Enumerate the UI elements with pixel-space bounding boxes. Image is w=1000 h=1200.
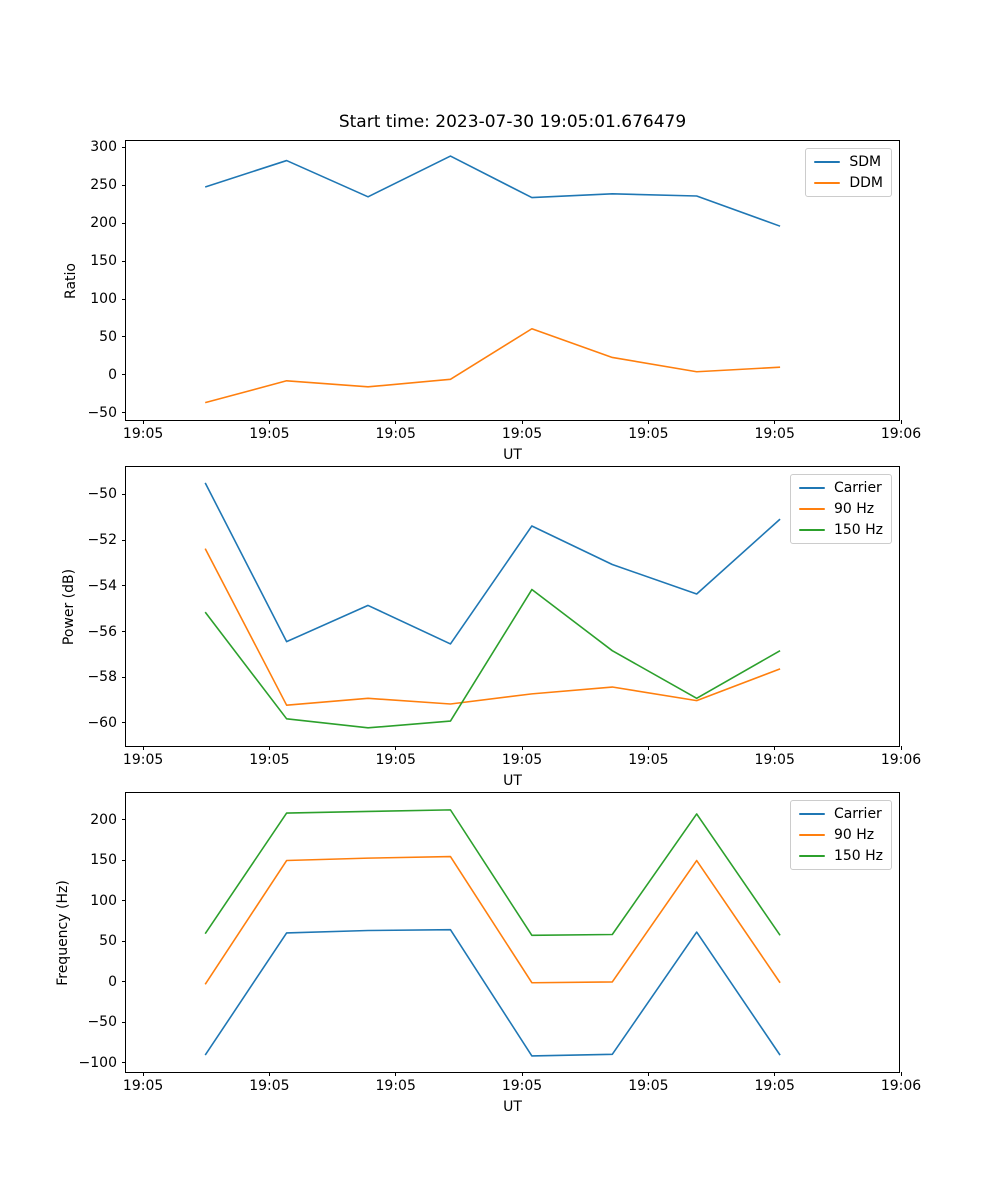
series-line-carrier bbox=[205, 483, 780, 644]
y-tick-mark bbox=[122, 677, 126, 678]
x-tick-label: 19:05 bbox=[375, 426, 416, 442]
y-tick-mark bbox=[122, 1062, 126, 1063]
y-tick-mark bbox=[122, 941, 126, 942]
frequency-plot-area bbox=[126, 793, 899, 1072]
y-tick-label: 150 bbox=[90, 852, 117, 869]
x-tick-label: 19:05 bbox=[375, 752, 416, 768]
legend bbox=[790, 474, 892, 544]
legend-entry bbox=[814, 154, 883, 170]
x-tick-mark bbox=[774, 1072, 775, 1076]
x-tick-mark bbox=[901, 420, 902, 424]
y-tick-mark bbox=[122, 494, 126, 495]
x-tick-mark bbox=[774, 420, 775, 424]
x-tick-mark bbox=[648, 1072, 649, 1076]
x-tick-mark bbox=[395, 746, 396, 750]
legend-label: Carrier bbox=[833, 806, 882, 822]
x-tick-label: 19:05 bbox=[122, 752, 164, 768]
x-tick-label: 19:05 bbox=[249, 1078, 290, 1094]
x-tick-mark bbox=[395, 420, 396, 424]
y-tick-label: 200 bbox=[90, 811, 117, 828]
y-tick-mark bbox=[122, 722, 126, 723]
chart-power bbox=[61, 466, 922, 789]
y-tick-label: 0 bbox=[108, 366, 117, 383]
y-tick-mark bbox=[122, 1022, 126, 1023]
y-tick-mark bbox=[122, 412, 126, 413]
legend-entry bbox=[799, 501, 883, 517]
y-tick-label: 0 bbox=[108, 973, 117, 990]
y-tick-label: 100 bbox=[90, 291, 117, 307]
y-tick-mark bbox=[122, 185, 126, 186]
y-tick-label: 50 bbox=[99, 328, 117, 345]
y-tick-mark bbox=[122, 981, 126, 982]
y-tick-label: −50 bbox=[87, 1014, 117, 1031]
legend-line-swatch bbox=[814, 161, 840, 163]
x-tick-mark bbox=[143, 746, 144, 750]
legend-line-swatch bbox=[799, 487, 825, 489]
x-tick-mark bbox=[269, 1072, 270, 1076]
y-tick-label: −50 bbox=[87, 404, 117, 421]
legend-label: 150 Hz bbox=[833, 848, 883, 864]
x-tick-label: 19:05 bbox=[628, 752, 669, 768]
y-tick-label: −50 bbox=[87, 486, 117, 503]
x-tick-mark bbox=[269, 420, 270, 424]
x-tick-mark bbox=[901, 746, 902, 750]
x-tick-label: 19:05 bbox=[122, 426, 164, 442]
legend-line-swatch bbox=[799, 508, 825, 510]
y-tick-label: −58 bbox=[87, 669, 117, 686]
legend-entry bbox=[799, 480, 883, 496]
x-tick-mark bbox=[648, 420, 649, 424]
chart-frequency bbox=[55, 792, 922, 1115]
y-tick-mark bbox=[122, 819, 126, 820]
legend bbox=[805, 148, 892, 197]
x-tick-label: 19:05 bbox=[754, 752, 795, 768]
legend-line-swatch bbox=[799, 834, 825, 836]
x-tick-mark bbox=[648, 746, 649, 750]
y-tick-label: −52 bbox=[87, 532, 117, 549]
x-tick-mark bbox=[522, 746, 523, 750]
y-tick-mark bbox=[122, 374, 126, 375]
legend-entry bbox=[799, 848, 883, 864]
y-tick-label: −54 bbox=[87, 577, 117, 594]
legend-label: DDM bbox=[849, 175, 883, 191]
x-tick-label: 19:05 bbox=[249, 752, 290, 768]
x-tick-label: 19:05 bbox=[375, 1078, 416, 1094]
x-tick-mark bbox=[143, 1072, 144, 1076]
y-tick-label: 100 bbox=[90, 892, 117, 909]
x-tick-mark bbox=[269, 746, 270, 750]
y-tick-label: −100 bbox=[78, 1054, 117, 1071]
x-tick-label: 19:05 bbox=[249, 426, 290, 442]
legend-line-swatch bbox=[799, 813, 825, 815]
x-tick-label: 19:05 bbox=[122, 1078, 164, 1094]
x-tick-label: 19:05 bbox=[501, 1078, 543, 1094]
x-tick-mark bbox=[395, 1072, 396, 1076]
x-tick-mark bbox=[522, 420, 523, 424]
x-tick-label: 19:05 bbox=[754, 426, 795, 442]
power-plot-area bbox=[126, 467, 899, 746]
y-tick-label: 300 bbox=[90, 139, 117, 156]
x-tick-label: 19:06 bbox=[880, 752, 922, 768]
legend-entry bbox=[799, 827, 883, 843]
series-line-150-hz bbox=[205, 590, 780, 728]
x-tick-mark bbox=[774, 746, 775, 750]
x-tick-mark bbox=[901, 1072, 902, 1076]
power-y-axis-label: Power (dB) bbox=[61, 568, 77, 645]
x-tick-mark bbox=[522, 1072, 523, 1076]
series-line-sdm bbox=[205, 156, 780, 226]
x-tick-label: 19:05 bbox=[628, 1078, 669, 1094]
y-tick-mark bbox=[122, 147, 126, 148]
y-tick-mark bbox=[122, 860, 126, 861]
y-tick-mark bbox=[122, 631, 126, 632]
series-line-ddm bbox=[205, 329, 780, 403]
y-tick-mark bbox=[122, 540, 126, 541]
y-tick-label: 150 bbox=[90, 253, 117, 269]
series-line-carrier bbox=[205, 930, 780, 1056]
y-tick-label: −60 bbox=[87, 714, 117, 731]
y-tick-mark bbox=[122, 261, 126, 262]
y-tick-mark bbox=[122, 223, 126, 224]
legend-entry bbox=[814, 175, 883, 191]
legend-label: 90 Hz bbox=[833, 501, 875, 517]
power-x-axis-label: UT bbox=[503, 773, 522, 789]
legend-line-swatch bbox=[799, 855, 825, 857]
x-tick-label: 19:05 bbox=[501, 752, 543, 768]
ratio-x-axis-label: UT bbox=[503, 447, 522, 463]
legend-label: SDM bbox=[849, 154, 882, 170]
x-tick-label: 19:05 bbox=[501, 426, 543, 442]
x-tick-mark bbox=[143, 420, 144, 424]
legend-entry bbox=[799, 522, 883, 538]
y-tick-label: −56 bbox=[87, 623, 117, 640]
y-tick-label: 200 bbox=[90, 215, 117, 231]
y-tick-mark bbox=[122, 336, 126, 337]
ratio-y-axis-label: Ratio bbox=[63, 262, 79, 299]
x-tick-label: 19:06 bbox=[880, 1078, 922, 1094]
y-tick-mark bbox=[122, 585, 126, 586]
legend-label: Carrier bbox=[833, 480, 882, 496]
series-line-90-hz bbox=[205, 549, 780, 706]
legend-line-swatch bbox=[799, 529, 825, 531]
y-tick-label: 250 bbox=[90, 177, 117, 193]
legend-line-swatch bbox=[814, 182, 840, 184]
y-tick-mark bbox=[122, 900, 126, 901]
y-tick-mark bbox=[122, 299, 126, 300]
frequency-x-axis-label: UT bbox=[503, 1099, 522, 1115]
legend-label: 150 Hz bbox=[833, 522, 883, 538]
frequency-y-axis-label: Frequency (Hz) bbox=[55, 879, 71, 986]
legend-entry bbox=[799, 806, 883, 822]
x-tick-label: 19:06 bbox=[880, 426, 922, 442]
x-tick-label: 19:05 bbox=[754, 1078, 795, 1094]
figure-title: Start time: 2023-07-30 19:05:01.676479 bbox=[338, 112, 687, 132]
chart-ratio bbox=[63, 139, 922, 463]
x-tick-label: 19:05 bbox=[628, 426, 669, 442]
legend-label: 90 Hz bbox=[833, 827, 875, 843]
y-tick-label: 50 bbox=[99, 933, 117, 950]
legend bbox=[790, 800, 892, 870]
ratio-plot-area bbox=[126, 141, 899, 420]
series-line-150-hz bbox=[205, 810, 780, 935]
